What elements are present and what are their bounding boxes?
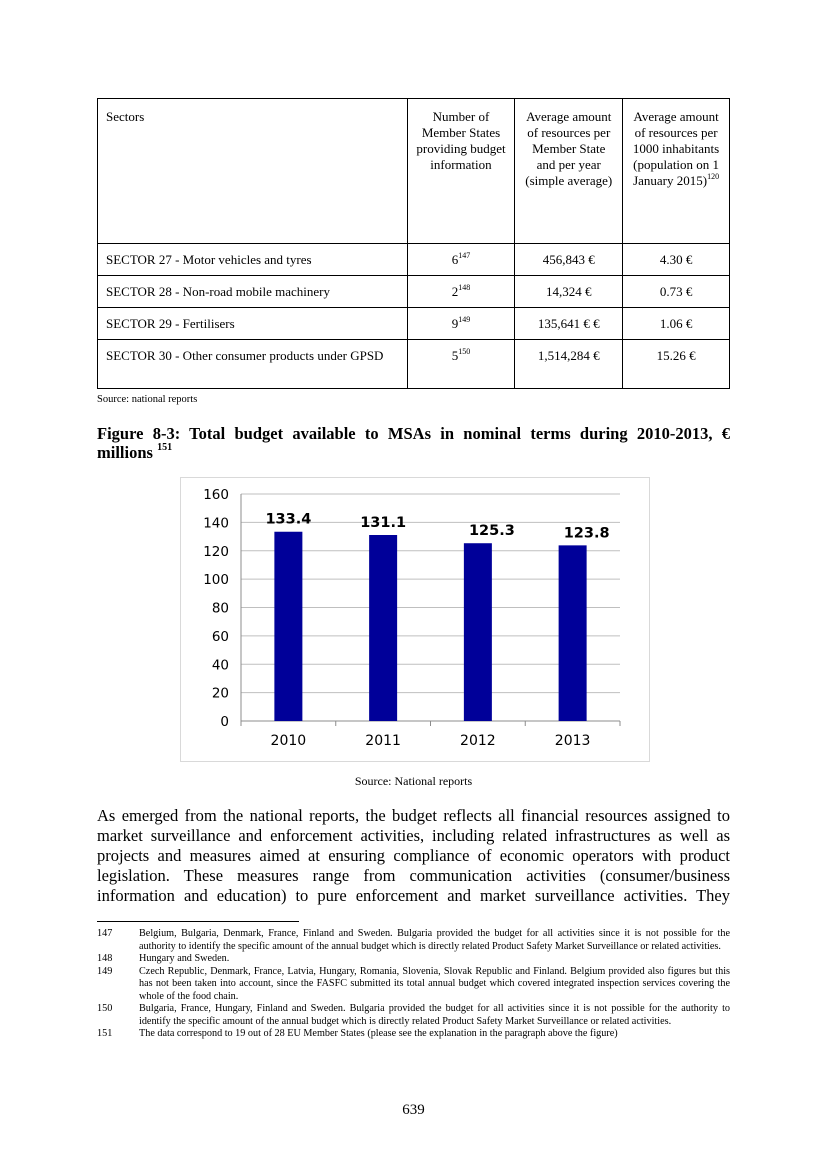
y-tick-label: 0: [220, 714, 229, 730]
data-label: 131.1: [360, 515, 407, 532]
data-label: 125.3: [468, 523, 515, 540]
table-source: Source: national reports: [97, 394, 198, 405]
row-count-sup: 149: [458, 315, 471, 324]
y-tick-label: 100: [203, 572, 229, 589]
y-tick-label: 60: [211, 628, 229, 645]
table-header-row: [98, 99, 730, 244]
footnote-number: 150: [97, 1003, 113, 1014]
bar: [274, 532, 302, 721]
footnote: [97, 953, 730, 966]
footnote-number: 149: [97, 965, 113, 977]
row-count-value: 2: [451, 284, 459, 299]
row-average: 14,324 €: [515, 276, 623, 308]
x-tick-label: 2011: [365, 733, 401, 749]
row-count-sup: 148: [458, 283, 471, 292]
row-count-sup: 147: [458, 251, 471, 260]
row-count: [407, 308, 515, 340]
row-count-value: 9: [451, 316, 459, 331]
row-count-sup: 150: [458, 347, 471, 356]
footnote: [97, 928, 730, 953]
y-tick-label: 140: [203, 515, 229, 532]
footnotes: [97, 928, 730, 1041]
y-tick-label: 160: [203, 487, 229, 503]
footnote: [97, 1003, 730, 1028]
row-sector: SECTOR 29 - Fertilisers: [98, 308, 408, 340]
footnote-number: 148: [97, 953, 113, 964]
row-count: [407, 244, 515, 276]
table-row: [98, 276, 730, 308]
footnote-number: 147: [97, 928, 113, 939]
row-per-1000: 0.73 €: [623, 276, 730, 308]
row-average: 1,514,284 €: [515, 340, 623, 389]
footnote: [97, 966, 730, 1004]
table-row: [98, 308, 730, 340]
page-number: 639: [402, 1102, 425, 1118]
header-per-1000: [623, 99, 730, 244]
x-tick-label: 2012: [460, 733, 496, 749]
row-per-1000: 4.30 €: [623, 244, 730, 276]
header-member-states: Number of Member States providing budget information: [407, 99, 515, 244]
row-per-1000: 1.06 €: [623, 308, 730, 340]
footnote-rule: [97, 921, 299, 922]
figure-title-sup: 151: [157, 442, 173, 453]
row-count: [407, 276, 515, 308]
row-sector: SECTOR 27 - Motor vehicles and tyres: [98, 244, 408, 276]
bar: [559, 545, 587, 721]
row-sector: SECTOR 28 - Non-road mobile machinery: [98, 276, 408, 308]
figure-title-line2: [97, 443, 172, 462]
footnote-text: Hungary and Sweden.: [139, 953, 230, 964]
footnote-text: The data correspond to 19 out of 28 EU Member States (please see the explanation in the paragraph above the figure): [139, 1028, 618, 1039]
footnote-text: Belgium, Bulgaria, Denmark, France, Finland and Sweden. Bulgaria provided the budget for all activities since it is not possible for the authority to identify the specific amount of the annual budget which is directly related Product Safety Market Surveillance or related activities.: [139, 928, 730, 952]
y-tick-label: 40: [211, 657, 229, 674]
bar: [369, 535, 397, 721]
row-sector: SECTOR 30 - Other consumer products under GPSD: [98, 340, 408, 389]
row-average: 135,641 € €: [515, 308, 623, 340]
table-row: [98, 244, 730, 276]
y-tick-label: 80: [211, 600, 229, 617]
table-row: [98, 340, 730, 389]
figure-source: Source: National reports: [354, 774, 473, 788]
x-tick-label: 2010: [270, 733, 307, 749]
header-per-1000-text: Average amount of resources per 1000 inhabitants (population on 1 January 2015): [632, 109, 720, 188]
row-per-1000: 15.26 €: [623, 340, 730, 389]
y-tick-label: 120: [203, 543, 229, 560]
header-per-1000-sup: 120: [707, 172, 720, 181]
footnote: [97, 1028, 730, 1041]
header-average-amount: Average amount of resources per Member State and per year (simple average): [515, 99, 623, 244]
y-tick-label: 20: [211, 685, 229, 702]
body-paragraph: As emerged from the national reports, the budget reflects all financial resources assigned to market surveillance and enforcement activities, including related infrastructures as well as projects and measures aimed at ensuring compliance of economic operators with product legislation. These measures range from communication activities (consumer/business information and education) to pure enforcement and market surveillance activities. They: [97, 806, 730, 905]
bar: [464, 543, 492, 721]
footnote-number: 151: [97, 1028, 113, 1039]
figure-title-word: millions: [97, 443, 153, 462]
header-sectors: Sectors: [98, 99, 408, 244]
row-count-value: 6: [451, 252, 459, 267]
figure-title-line1: Figure 8-3: Total budget available to MSAs in nominal terms during 2010-2013, €: [97, 424, 730, 443]
row-average: 456,843 €: [515, 244, 623, 276]
data-label: 123.8: [563, 525, 610, 542]
budget-table: [97, 98, 730, 389]
budget-bar-chart: [180, 477, 650, 762]
footnote-text: Czech Republic, Denmark, France, Latvia, Hungary, Romania, Slovenia, Slovak Republic and Finland. Belgium provided also figures but this has not been taken into account, since the FASFC submitted its total annual budget which covered integrated inspection services covering the whole of the food chain.: [139, 965, 730, 1002]
row-count: [407, 340, 515, 389]
x-tick-label: 2013: [554, 733, 591, 749]
row-count-value: 5: [451, 348, 459, 363]
data-label: 133.4: [265, 511, 312, 528]
footnote-text: Bulgaria, France, Hungary, Finland and Sweden. Bulgaria provided the budget for all activities since it is not possible for the authority to identify the specific amount of the annual budget which is directly related Product Safety Market Surveillance or related activities.: [139, 1003, 730, 1027]
